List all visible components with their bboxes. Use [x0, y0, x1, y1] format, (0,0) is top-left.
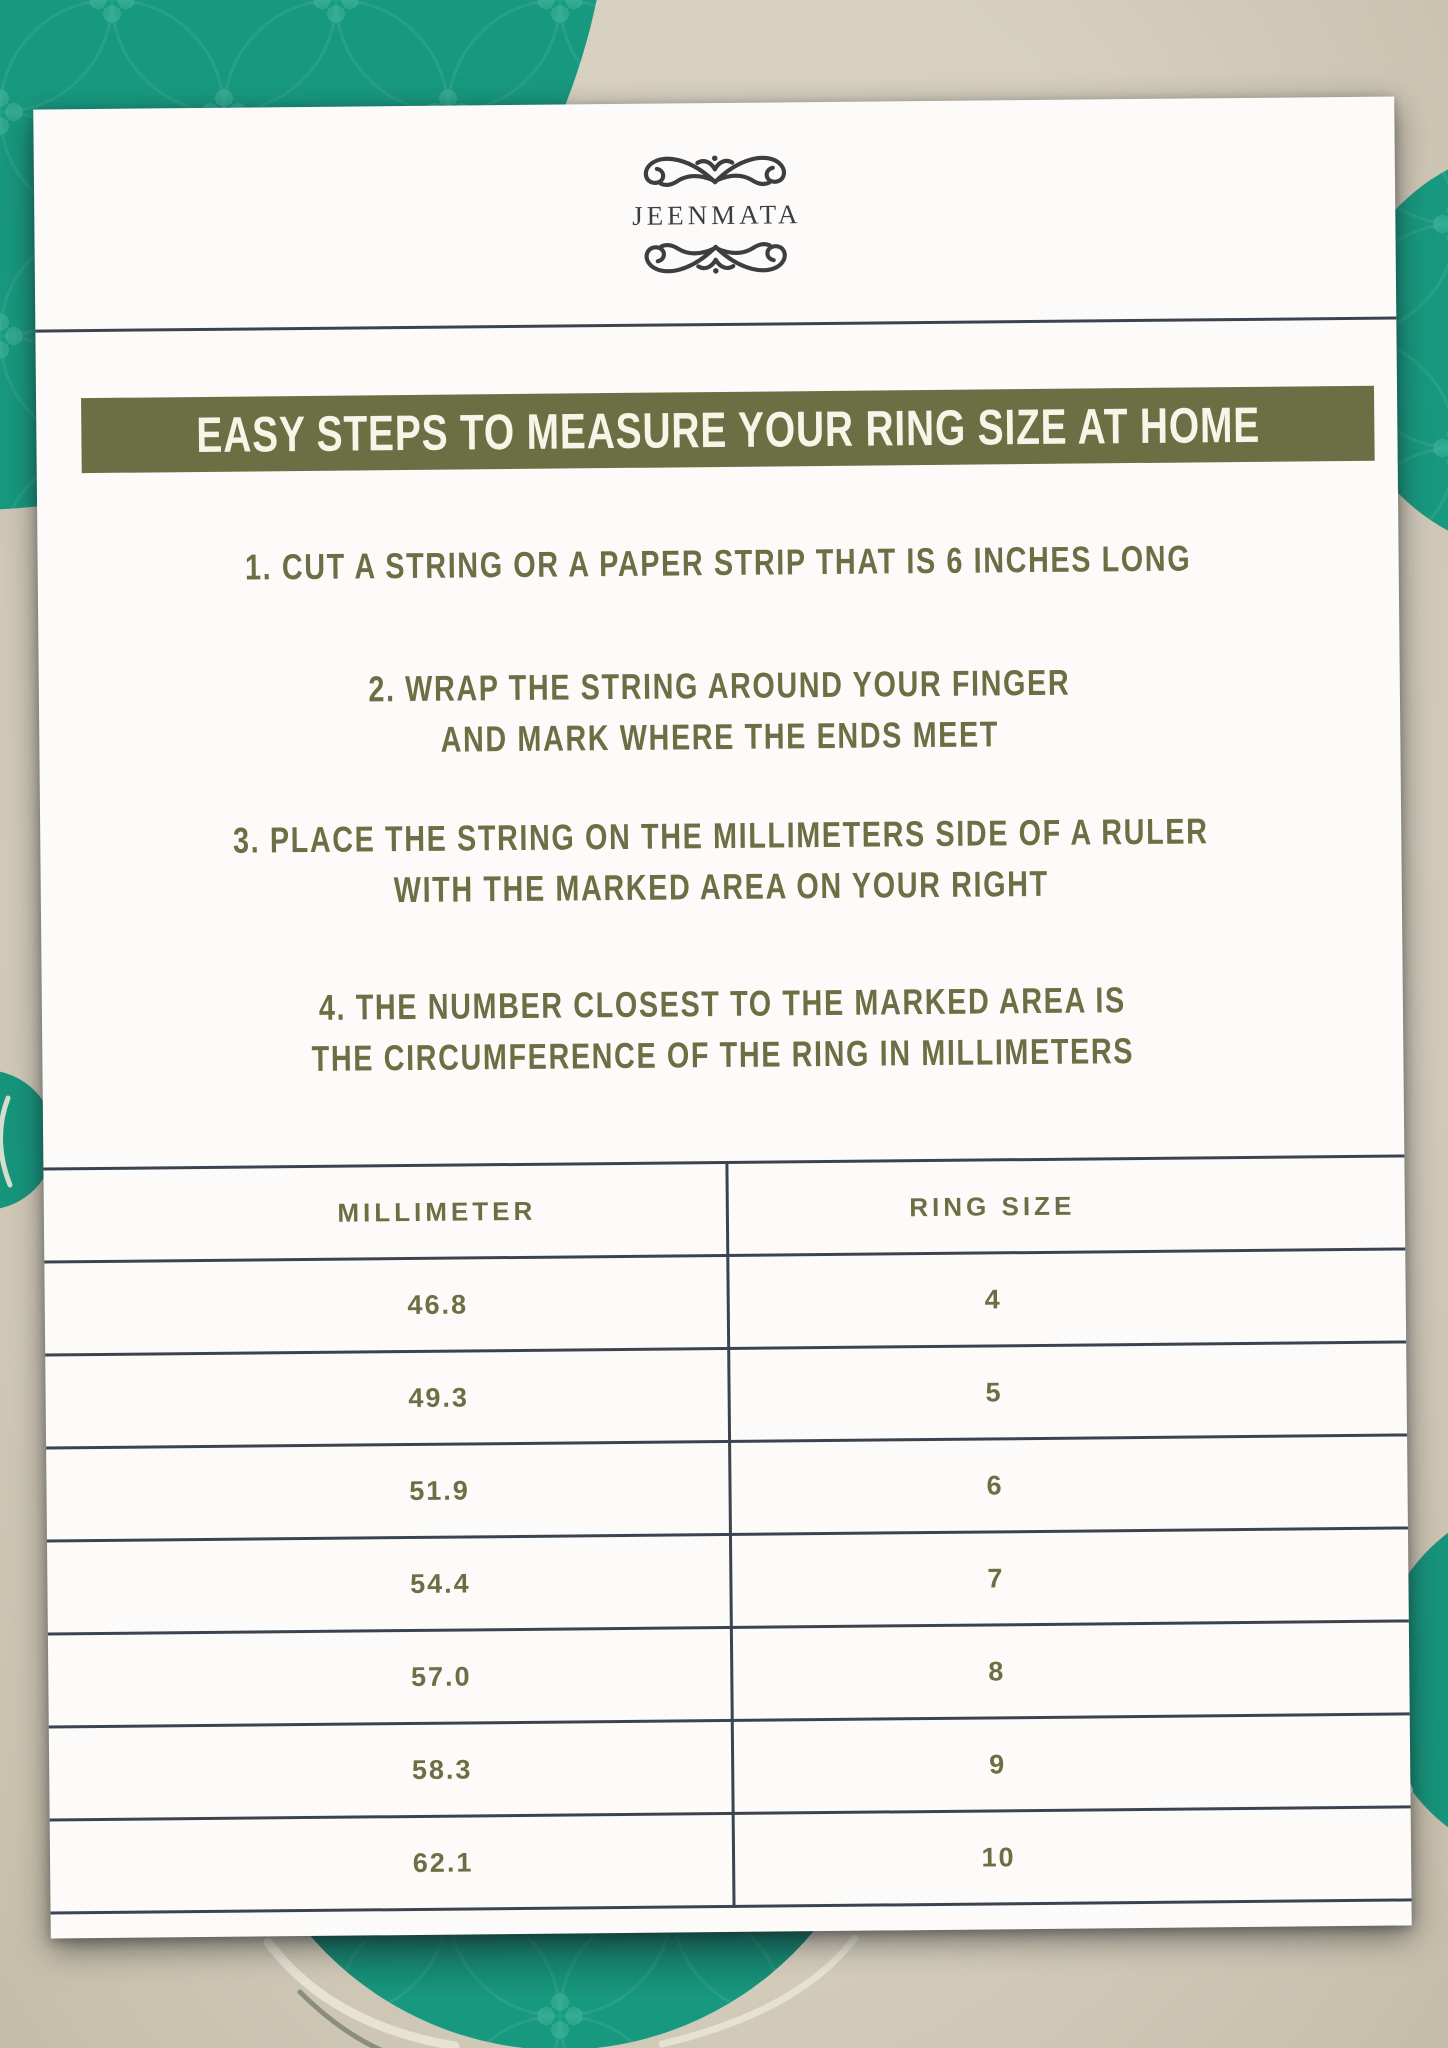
- table-row: [46, 1436, 1408, 1542]
- table-row: [49, 1715, 1411, 1821]
- ring-size-cell: 9: [989, 1748, 1007, 1779]
- column-header-ring-size: RING SIZE: [909, 1190, 1076, 1222]
- millimeter-cell: 49.3: [408, 1381, 470, 1413]
- table-row: [44, 1250, 1406, 1356]
- flourish-icon: [627, 233, 803, 281]
- brand-name: JEENMATA: [631, 199, 802, 231]
- step-line: 2. WRAP THE STRING AROUND YOUR FINGER: [368, 661, 1071, 710]
- ring-size-cell: 5: [985, 1376, 1003, 1407]
- millimeter-cell: 58.3: [411, 1753, 473, 1785]
- millimeter-cell: 62.1: [412, 1846, 474, 1878]
- table-row: [45, 1343, 1407, 1449]
- table-row: [48, 1622, 1410, 1728]
- step-line: AND MARK WHERE THE ENDS MEET: [440, 713, 1000, 760]
- step-item: [39, 653, 1401, 768]
- step-line: THE CIRCUMFERENCE OF THE RING IN MILLIMETERS: [311, 1030, 1135, 1079]
- ring-size-table: [43, 1154, 1411, 1914]
- step-item: [40, 803, 1402, 918]
- brand-logo: [34, 143, 1396, 287]
- flourish-icon: [626, 148, 802, 196]
- step-line: 3. PLACE THE STRING ON THE MILLIMETERS SIDE OF A RULER: [232, 810, 1209, 861]
- page-title: EASY STEPS TO MEASURE YOUR RING SIZE AT HOME: [195, 396, 1260, 463]
- ring-size-cell: 6: [986, 1469, 1004, 1500]
- info-card: [33, 97, 1411, 1939]
- millimeter-cell: 57.0: [410, 1660, 472, 1692]
- step-line: 4. THE NUMBER CLOSEST TO THE MARKED AREA IS: [318, 979, 1127, 1028]
- millimeter-cell: 51.9: [409, 1474, 470, 1506]
- ring-size-cell: 10: [981, 1841, 1016, 1873]
- step-item: [37, 533, 1398, 591]
- table-row: [50, 1808, 1412, 1914]
- title-banner: [81, 386, 1375, 473]
- step-line: 1. CUT A STRING OR A PAPER STRIP THAT IS 6 INCHES LONG: [244, 537, 1192, 588]
- step-item: [42, 971, 1404, 1086]
- column-header-millimeter: MILLIMETER: [337, 1195, 537, 1228]
- ring-size-cell: 8: [988, 1655, 1006, 1686]
- table-row: [47, 1529, 1409, 1635]
- millimeter-cell: 46.8: [407, 1288, 469, 1320]
- millimeter-cell: 54.4: [409, 1567, 471, 1599]
- header-divider: [35, 316, 1396, 332]
- ring-size-cell: 4: [984, 1283, 1002, 1314]
- step-line: WITH THE MARKED AREA ON YOUR RIGHT: [393, 862, 1049, 911]
- table-header-row: [43, 1157, 1405, 1263]
- ring-size-cell: 7: [987, 1562, 1005, 1593]
